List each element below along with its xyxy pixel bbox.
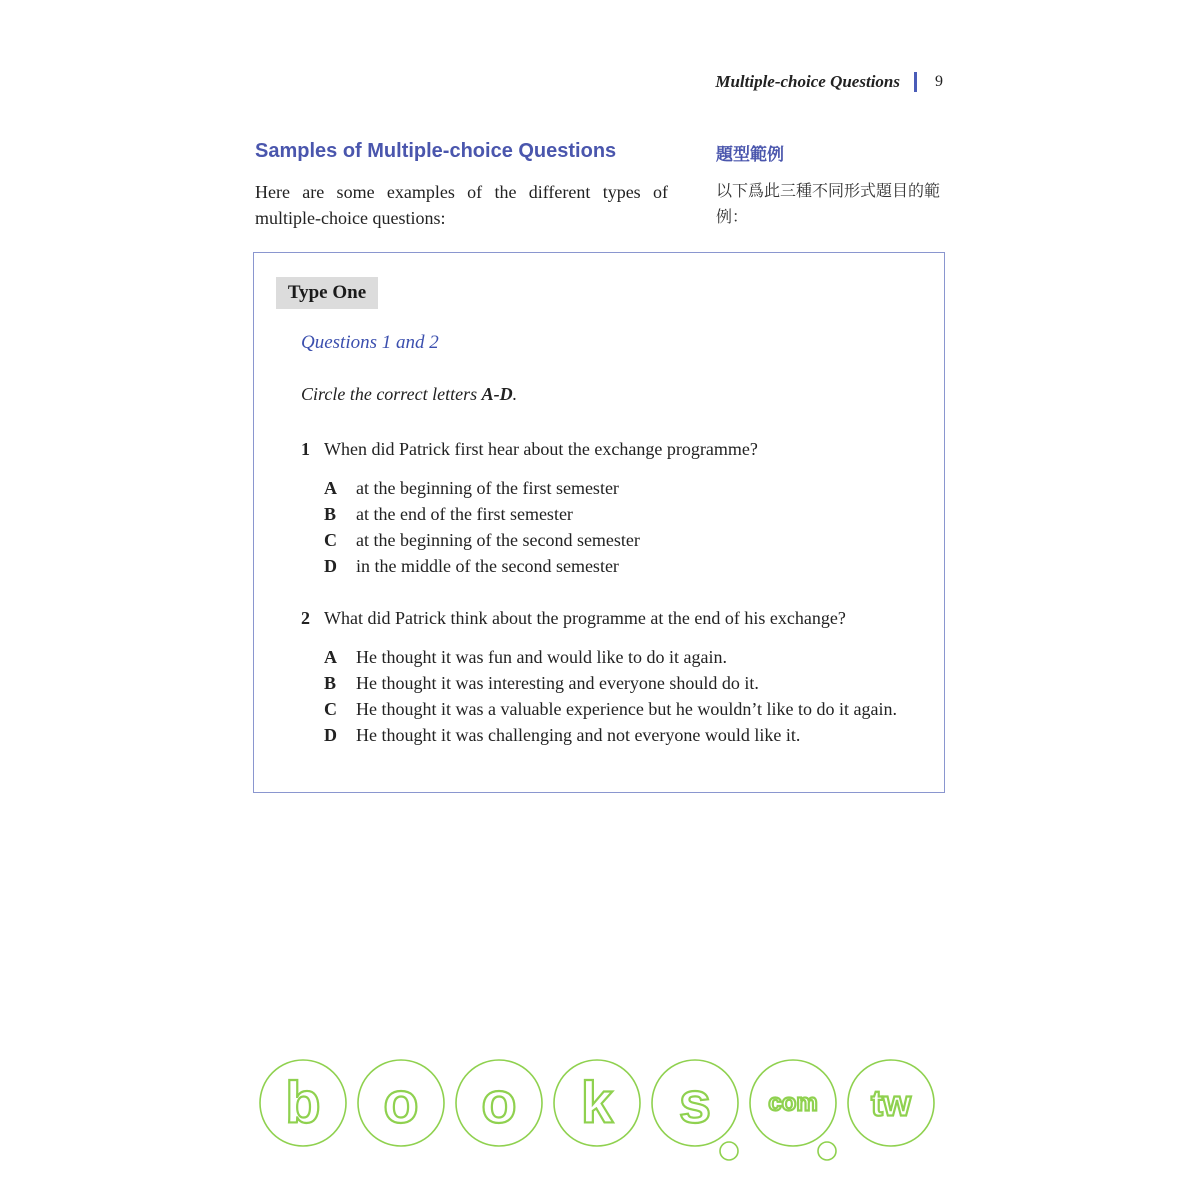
- running-head-divider: [914, 72, 917, 92]
- option-text: He thought it was challenging and not everyone would like it.: [356, 725, 801, 745]
- intro-text: Here are some examples of the different types of multiple-choice questions:: [255, 182, 668, 228]
- option-letter: C: [324, 699, 337, 719]
- instruction-suffix: .: [512, 384, 518, 404]
- books-com-tw-watermark-logo: [258, 1055, 948, 1167]
- option-text: in the middle of the second semester: [356, 556, 619, 576]
- option-item: [324, 722, 921, 748]
- option-letter: C: [324, 530, 337, 550]
- watermark-letter: o: [481, 1070, 517, 1136]
- watermark-tail: [818, 1142, 836, 1160]
- page-number: 9: [935, 73, 943, 90]
- running-title: Multiple-choice Questions: [715, 72, 900, 91]
- watermark-letter: tw: [871, 1082, 911, 1124]
- option-item: [324, 501, 921, 527]
- question-number: 1: [301, 439, 310, 459]
- option-text: at the beginning of the second semester: [356, 530, 640, 550]
- intro-text-chinese: 以下爲此三種不同形式題目的範例：: [716, 181, 941, 226]
- watermark-letter: o: [383, 1070, 419, 1136]
- option-list: [324, 475, 921, 579]
- section-title-chinese: 題型範例: [716, 145, 784, 165]
- type-label: Type One: [276, 277, 378, 309]
- watermark-tail: [720, 1142, 738, 1160]
- option-letter: A: [324, 478, 337, 498]
- instruction: [301, 384, 517, 405]
- question-text: What did Patrick think about the programme at the end of his exchange?: [324, 608, 846, 628]
- instruction-letters: A-D: [481, 384, 513, 404]
- sample-question-box: [253, 252, 945, 793]
- watermark-letter: com: [768, 1089, 818, 1117]
- option-text: at the beginning of the first semester: [356, 478, 619, 498]
- question-stem: [301, 436, 921, 462]
- watermark-letter: k: [580, 1070, 614, 1136]
- option-letter: D: [324, 556, 337, 576]
- running-head: [600, 68, 945, 96]
- option-text: He thought it was fun and would like to do it again.: [356, 647, 727, 667]
- option-item: [324, 670, 921, 696]
- option-item: [324, 475, 921, 501]
- option-text: at the end of the first semester: [356, 504, 573, 524]
- instruction-prefix: Circle the correct letters: [301, 384, 482, 404]
- question-number: 2: [301, 608, 310, 628]
- option-letter: B: [324, 673, 337, 693]
- question-1: [301, 436, 921, 579]
- watermark-letter: b: [285, 1070, 321, 1136]
- option-item: [324, 696, 921, 722]
- question-2: [301, 605, 921, 748]
- questions-heading: Questions 1 and 2: [301, 332, 439, 353]
- option-text: He thought it was a valuable experience but he wouldn’t like to do it again.: [356, 699, 898, 719]
- option-item: [324, 644, 921, 670]
- option-letter: B: [324, 504, 337, 524]
- option-letter: A: [324, 647, 337, 667]
- option-item: [324, 553, 921, 579]
- option-text: He thought it was interesting and everyone should do it.: [356, 673, 759, 693]
- watermark-letter: s: [678, 1070, 712, 1136]
- question-text: When did Patrick first hear about the exchange programme?: [324, 439, 758, 459]
- question-stem: [301, 605, 921, 631]
- option-item: [324, 527, 921, 553]
- option-list: [324, 644, 921, 748]
- section-title: Samples of Multiple-choice Questions: [255, 140, 617, 162]
- option-letter: D: [324, 725, 337, 745]
